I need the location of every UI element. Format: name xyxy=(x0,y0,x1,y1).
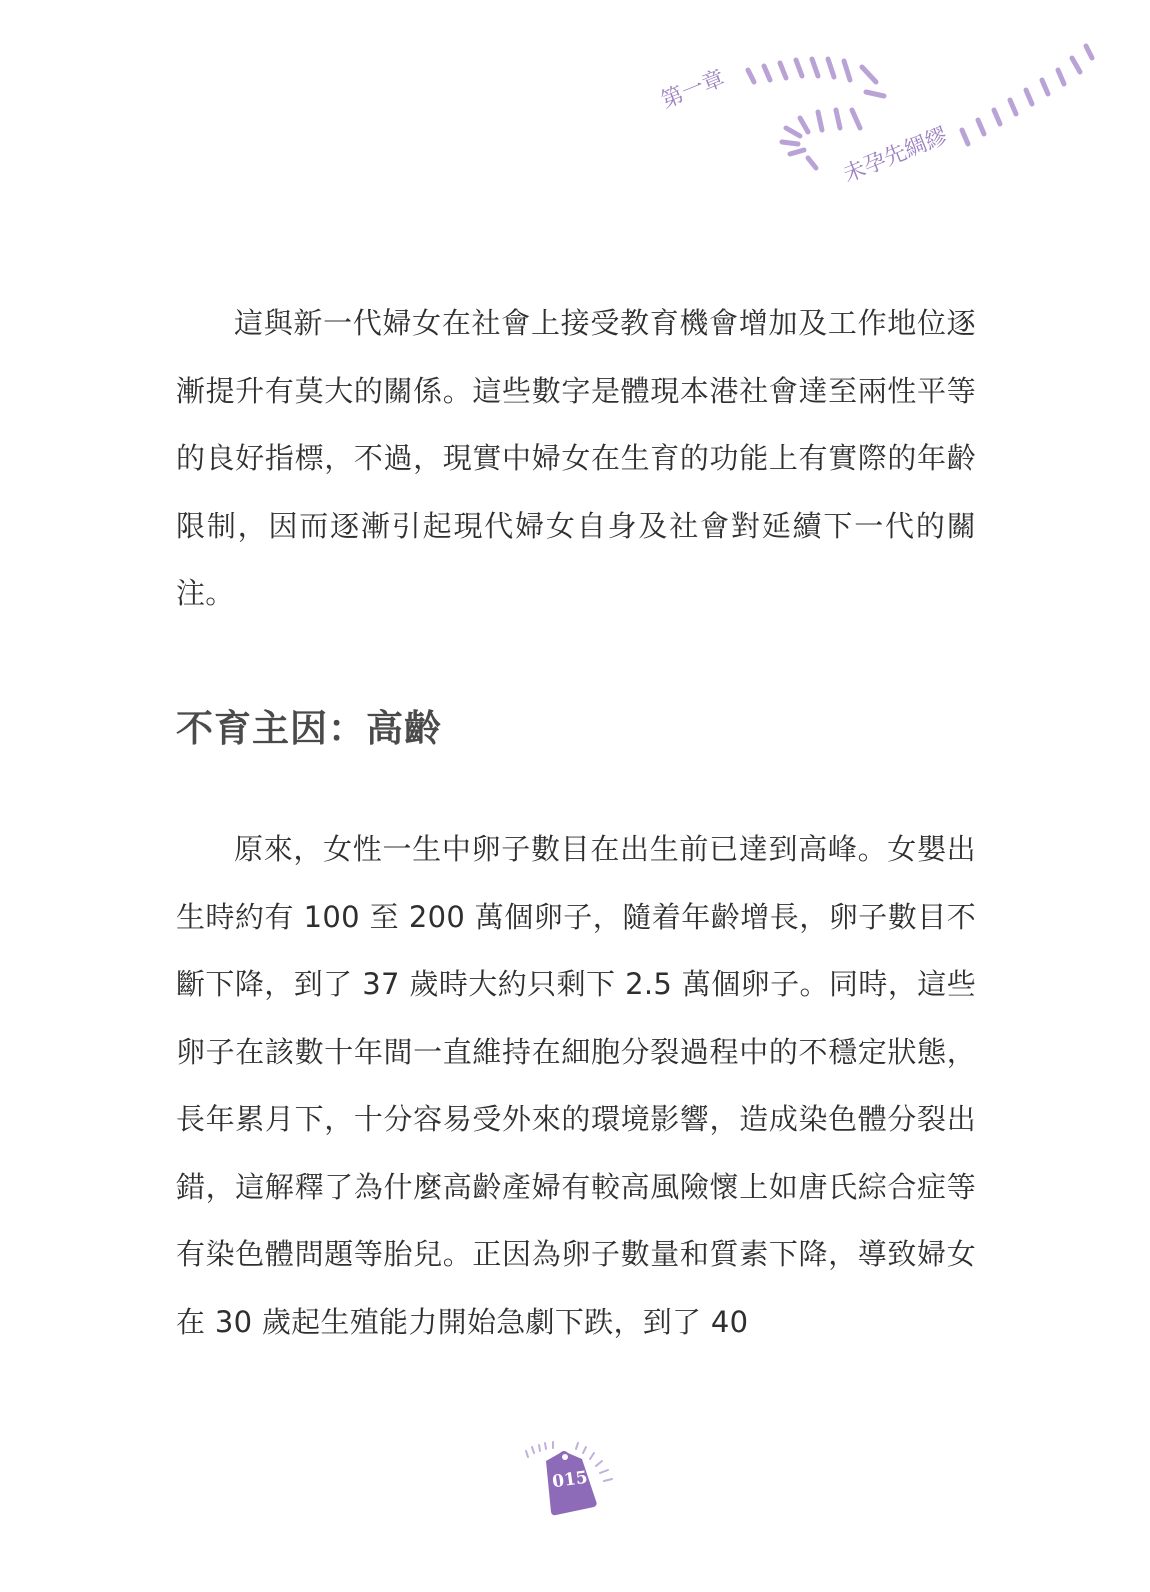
ribbon-decoration xyxy=(640,30,1120,220)
intro-paragraph: 這與新一代婦女在社會上接受教育機會增加及工作地位逐漸提升有莫大的關係。這些數字是體現本港社會達至兩性平等的良好指標，不過，現實中婦女在生育的功能上有實際的年齡限制，因而逐漸引起現代婦女自身及社會對延續下一代的關注。 xyxy=(176,306,976,610)
page-number: 015 xyxy=(551,1467,589,1493)
section-heading: 不育主因：高齡 xyxy=(176,707,442,750)
chapter-title: 未孕先綢繆 xyxy=(839,123,952,188)
intro-section xyxy=(176,290,976,627)
section-body xyxy=(176,816,976,1356)
section-paragraph: 原來，女性一生中卵子數目在出生前已達到高峰。女嬰出生時約有 100 至 200 萬個卵子，隨着年齡增長，卵子數目不斷下降，到了 37 歲時大約只剩下 2.5 萬個卵子。同時，這些卵子在該數十年間一直維持在細胞分裂過程中的不穩定狀態，長年累月下，十分容易受外來的環境影響，造成染色體分裂出錯，這解釋了為什麼高齡產婦有較高風險懷上如唐氏綜合症等有染色體問題等胎兒。正因為卵子數量和質素下降，導致婦女在 30 歲起生殖能力開始急劇下跌，到了 40 xyxy=(176,832,976,1339)
chapter-label: 第一章 xyxy=(657,65,729,114)
